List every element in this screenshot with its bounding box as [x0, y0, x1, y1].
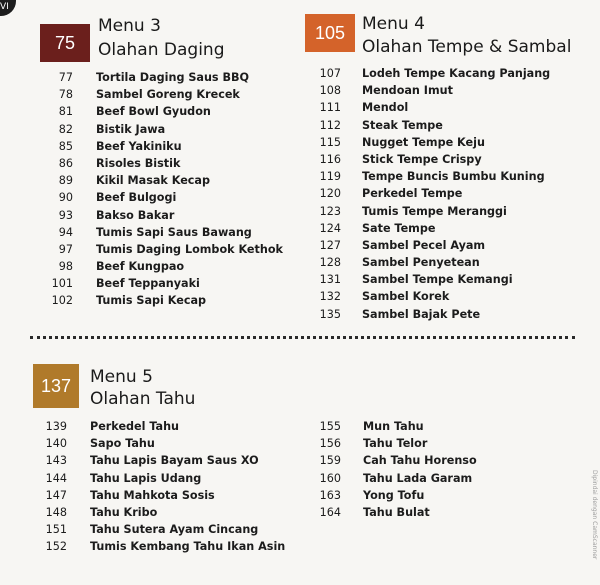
menu-item-number: 112	[319, 118, 341, 132]
menu-item-name: Sambel Korek	[362, 290, 450, 304]
menu-item-number: 111	[319, 101, 341, 115]
menu-item-name: Beef Yakiniku	[96, 139, 182, 153]
menu-item-number: 160	[319, 471, 341, 485]
menu-item-name: Tumis Kembang Tahu Ikan Asin	[90, 540, 286, 554]
menu-item-name: Steak Tempe	[362, 118, 443, 132]
menu-item-name: Mendol	[362, 101, 409, 115]
menu-item-name: Risoles Bistik	[96, 156, 181, 170]
menu-item-name: Bistik Jawa	[96, 122, 166, 136]
menu-item-number: 89	[58, 174, 73, 188]
menu-item-number: 147	[45, 488, 67, 502]
scanner-watermark: Dipindai dengan CamScanner	[591, 470, 598, 560]
menu-item-name: Tahu Sutera Ayam Cincang	[90, 523, 259, 537]
menu-item-name: Sambel Goreng Krecek	[96, 88, 240, 102]
menu-item-name: Yong Tofu	[363, 488, 425, 502]
menu-item-number: 115	[319, 135, 341, 149]
menu-3-subtitle: Olahan Daging	[98, 40, 225, 60]
menu-item-number: 128	[319, 256, 341, 270]
page-corner-label: VI	[0, 2, 9, 12]
menu-item-name: Lodeh Tempe Kacang Panjang	[362, 67, 551, 80]
menu-item-number: 82	[58, 122, 73, 136]
menu-item-name: Mendoan Imut	[362, 84, 453, 98]
menu-item-number: 155	[319, 420, 341, 433]
menu-3-page-badge: 75	[40, 24, 90, 62]
menu-item-number: 94	[58, 225, 73, 239]
menu-item-name: Beef Bulgogi	[96, 191, 177, 205]
menu-item-number: 108	[319, 84, 341, 98]
menu-item-name: Tahu Lapis Bayam Saus XO	[90, 454, 259, 468]
menu-item-number: 151	[45, 523, 67, 537]
menu-item-number: 131	[319, 273, 341, 287]
menu-item-name: Beef Bowl Gyudon	[96, 105, 211, 119]
menu-item-name: Tumis Sapi Saus Bawang	[96, 225, 252, 239]
menu-item-name: Bakso Bakar	[96, 208, 175, 222]
menu-item-number: 116	[319, 152, 341, 166]
menu-item-name: Sambel Pecel Ayam	[362, 238, 486, 252]
menu-item-name: Stick Tempe Crispy	[362, 152, 482, 166]
menu-item-name: Tahu Kribo	[90, 505, 158, 519]
menu-item-number: 86	[58, 156, 73, 170]
menu-item-name: Tahu Lapis Udang	[90, 471, 202, 485]
menu-item-name: Cah Tahu Horenso	[363, 454, 477, 468]
menu-item-number: 164	[319, 505, 341, 519]
menu-item-number: 107	[319, 67, 341, 80]
menu-item-number: 119	[319, 170, 341, 184]
menu-item-name: Sambel Tempe Kemangi	[362, 273, 513, 287]
menu-4-section	[300, 0, 600, 330]
menu-item-number: 101	[51, 277, 73, 291]
menu-item-number: 93	[58, 208, 73, 222]
menu-item-number: 148	[45, 505, 67, 519]
menu-item-name: Perkedel Tahu	[90, 420, 180, 433]
menu-item-name: Tumis Daging Lombok Kethok	[96, 242, 283, 256]
menu-4-page-badge: 105	[305, 14, 355, 52]
menu-item-number: 78	[58, 88, 73, 102]
menu-item-name: Tahu Telor	[363, 437, 428, 451]
menu-item-name: Sapo Tahu	[90, 437, 155, 451]
menu-5-section	[0, 345, 600, 570]
menu-item-name: Sambel Penyetean	[362, 256, 480, 270]
menu-5-title: Menu 5	[90, 367, 153, 387]
menu-item-name: Beef Kungpao	[96, 260, 185, 274]
menu-item-number: 77	[58, 71, 73, 84]
menu-item-name: Tahu Mahkota Sosis	[90, 488, 215, 502]
menu-3-section	[0, 0, 300, 320]
menu-item-name: Kikil Masak Kecap	[96, 174, 210, 188]
menu-5-page-badge: 137	[33, 364, 79, 408]
menu-4-title: Menu 4	[362, 14, 425, 34]
menu-item-number: 124	[319, 221, 341, 235]
menu-4-subtitle: Olahan Tempe & Sambal	[362, 37, 572, 57]
section-divider	[30, 336, 575, 339]
menu-item-name: Tahu Bulat	[363, 505, 430, 519]
menu-item-name: Perkedel Tempe	[362, 187, 463, 201]
menu-item-number: 152	[45, 540, 67, 554]
menu-item-name: Tempe Buncis Bumbu Kuning	[362, 170, 545, 184]
menu-item-name: Beef Teppanyaki	[96, 277, 200, 291]
menu-item-name: Sate Tempe	[362, 221, 436, 235]
menu-item-name: Tumis Tempe Meranggi	[362, 204, 507, 218]
menu-item-name: Sambel Bajak Pete	[362, 307, 481, 321]
menu-item-number: 85	[58, 139, 73, 153]
menu-3-title: Menu 3	[98, 16, 161, 36]
menu-item-name: Mun Tahu	[363, 420, 424, 433]
menu-item-number: 144	[45, 471, 67, 485]
menu-item-number: 123	[319, 204, 341, 218]
menu-item-number: 97	[58, 242, 73, 256]
menu-item-name: Tumis Sapi Kecap	[96, 294, 207, 308]
menu-item-number: 90	[58, 191, 73, 205]
menu-item-number: 102	[51, 294, 73, 308]
menu-item-number: 140	[45, 437, 67, 451]
menu-item-name: Nugget Tempe Keju	[362, 135, 485, 149]
menu-item-name: Tahu Lada Garam	[363, 471, 473, 485]
menu-item-name: Tortila Daging Saus BBQ	[96, 71, 250, 84]
menu-5-subtitle: Olahan Tahu	[90, 389, 196, 409]
menu-item-number: 163	[319, 488, 341, 502]
menu-item-number: 135	[319, 307, 341, 321]
menu-item-number: 159	[319, 454, 341, 468]
menu-item-number: 143	[45, 454, 67, 468]
menu-item-number: 98	[58, 260, 73, 274]
menu-item-number: 156	[319, 437, 341, 451]
menu-item-number: 81	[58, 105, 73, 119]
menu-item-number: 127	[319, 238, 341, 252]
menu-item-number: 132	[319, 290, 341, 304]
menu-item-number: 120	[319, 187, 341, 201]
menu-item-number: 139	[45, 420, 67, 433]
